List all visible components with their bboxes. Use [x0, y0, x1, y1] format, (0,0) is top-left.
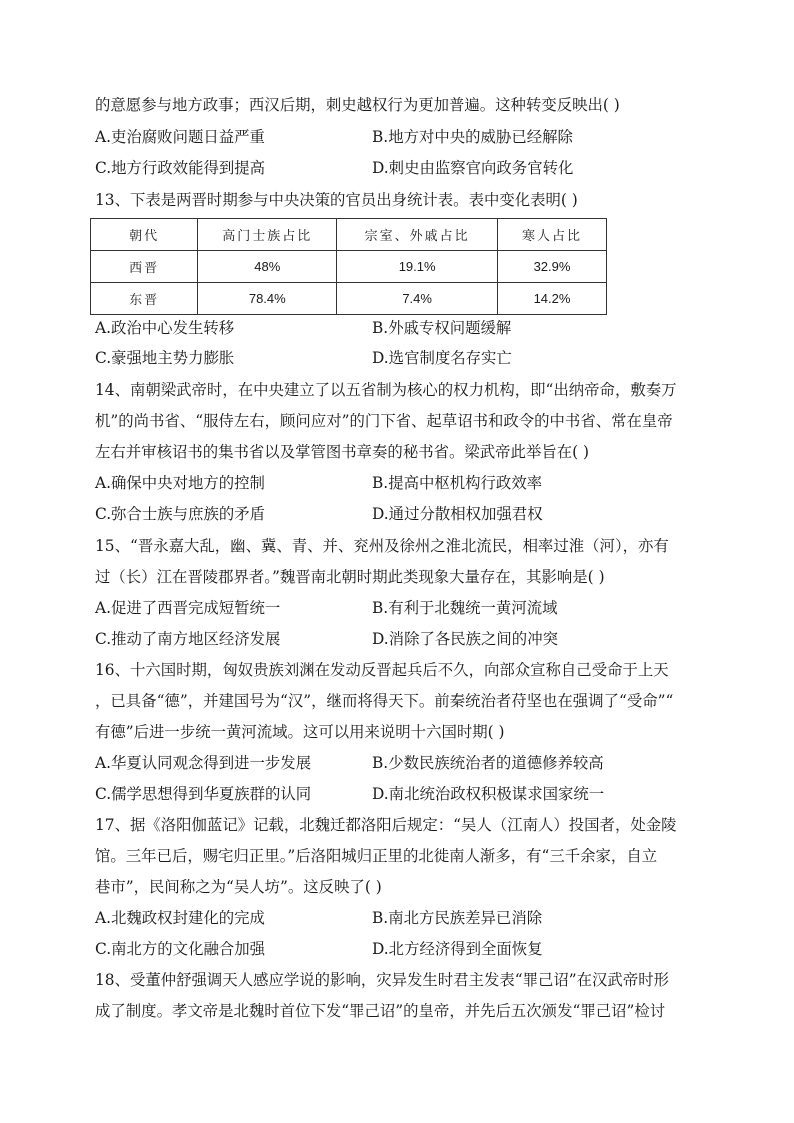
q14-stem-line-3: 左右并审核诏书的集书省以及掌管图书章奏的秘书省。梁武帝此举旨在( )	[95, 443, 590, 461]
q14-stem-line-2: 机”的尚书省、“服侍左右，顾问应对”的门下省、起草诏书和政令的中书省、常在皇帝	[95, 412, 673, 430]
q12-stem-line-1: 的意愿参与地方政事；西汉后期，刺史越权行为更加普遍。这种转变反映出( )	[95, 96, 620, 114]
table-cell: 7.4%	[337, 283, 498, 315]
q12-option-d: D.刺史由监察官向政务官转化	[372, 159, 574, 177]
q14-option-b: B.提高中枢机构行政效率	[372, 474, 543, 492]
q12-option-c: C.地方行政效能得到提高	[95, 159, 266, 177]
q16-stem-line-2: ，已具备“德”，并建国号为“汉”，继而将得天下。前秦统治者苻坚也在强调了“受命”“	[95, 692, 674, 710]
q14-option-c: C.弥合士族与庶族的矛盾	[95, 505, 266, 523]
table-header-cell: 朝代	[91, 219, 198, 251]
q15-stem-line-1: 15、“晋永嘉大乱，幽、冀、青、并、兖州及徐州之淮北流民，相率过淮（河），亦有	[95, 537, 669, 555]
table-cell: 14.2%	[498, 283, 607, 315]
q17-stem-line-2: 馆。三年已后，赐宅归正里。”后洛阳城归正里的北徙南人渐多，有“三千余家，自立	[95, 847, 658, 865]
table-header-row	[91, 219, 607, 251]
q13-option-b: B.外戚专权问题缓解	[372, 319, 512, 337]
table-row	[91, 283, 607, 315]
q13-statistics-table	[90, 218, 607, 315]
q12-option-b: B.地方对中央的威胁已经解除	[372, 128, 573, 146]
q14-stem-line-1: 14、南朝梁武帝时，在中央建立了以五省制为核心的权力机构，即“出纳帝命，敷奏万	[95, 381, 677, 399]
q17-stem-line-1: 17、据《洛阳伽蓝记》记载，北魏迁都洛阳后规定：“吴人（江南人）投国者，处金陵	[95, 816, 677, 834]
q18-stem-line-1: 18、受董仲舒强调天人感应学说的影响，灾异发生时君主发表“罪己诏”在汉武帝时形	[95, 971, 669, 989]
q13-stem-line-1: 13、下表是两晋时期参与中央决策的官员出身统计表。表中变化表明( )	[95, 191, 578, 209]
q13-option-d: D.选官制度名存实亡	[372, 349, 512, 367]
q13-option-c: C.豪强地主势力膨胀	[95, 349, 235, 367]
table-cell: 78.4%	[198, 283, 337, 315]
q13-option-a: A.政治中心发生转移	[95, 319, 235, 337]
q17-option-c: C.南北方的文化融合加强	[95, 940, 266, 958]
q16-option-d: D.南北统治政权积极谋求国家统一	[372, 785, 605, 803]
q15-stem-line-2: 过（长）江在晋陵郡界者。”魏晋南北朝时期此类现象大量存在，其影响是( )	[95, 568, 605, 586]
table-cell: 32.9%	[498, 251, 607, 283]
q18-stem-line-2: 成了制度。孝文帝是北魏时首位下发“罪己诏”的皇帝，并先后五次颁发“罪己诏”检讨	[95, 1002, 666, 1020]
q16-option-a: A.华夏认同观念得到进一步发展	[95, 754, 312, 772]
q15-option-c: C.推动了南方地区经济发展	[95, 630, 281, 648]
table-header-cell: 寒人占比	[498, 219, 607, 251]
table-row	[91, 251, 607, 283]
q14-option-d: D.通过分散相权加强君权	[372, 505, 543, 523]
q17-option-b: B.南北方民族差异已消除	[372, 909, 543, 927]
q16-option-c: C.儒学思想得到华夏族群的认同	[95, 785, 312, 803]
q17-option-d: D.北方经济得到全面恢复	[372, 940, 543, 958]
q15-option-d: D.消除了各民族之间的冲突	[372, 630, 558, 648]
q16-stem-line-1: 16、十六国时期，匈奴贵族刘渊在发动反晋起兵后不久，向部众宣称自己受命于上天	[95, 661, 669, 679]
q17-stem-line-3: 巷市”，民间称之为“吴人坊”。这反映了( )	[95, 878, 382, 896]
table-cell: 19.1%	[337, 251, 498, 283]
q16-stem-line-3: 有德”后进一步统一黄河流域。这可以用来说明十六国时期( )	[95, 723, 505, 741]
q17-option-a: A.北魏政权封建化的完成	[95, 909, 265, 927]
q14-option-a: A.确保中央对地方的控制	[95, 474, 265, 492]
q12-option-a: A.吏治腐败问题日益严重	[95, 128, 265, 146]
table-header-cell: 高门士族占比	[198, 219, 337, 251]
q15-option-b: B.有利于北魏统一黄河流域	[372, 599, 558, 617]
table-cell: 东晋	[91, 283, 198, 315]
table-cell: 48%	[198, 251, 337, 283]
q15-option-a: A.促进了西晋完成短暂统一	[95, 599, 281, 617]
table-header-cell: 宗室、外戚占比	[337, 219, 498, 251]
table-cell: 西晋	[91, 251, 198, 283]
q16-option-b: B.少数民族统治者的道德修养较高	[372, 754, 604, 772]
